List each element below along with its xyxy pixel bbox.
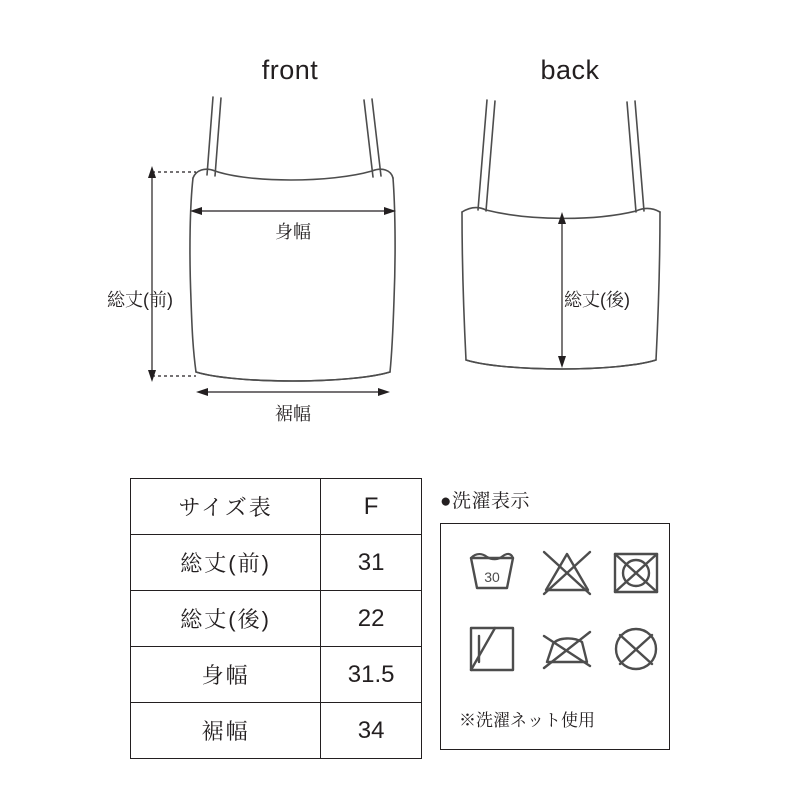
washing-symbols-panel <box>440 523 670 750</box>
table-header-name: サイズ表 <box>131 479 321 535</box>
row-name-3: 裾幅 <box>131 703 321 759</box>
row-value-3: 34 <box>321 703 422 759</box>
svg-text:30: 30 <box>484 569 500 585</box>
label-front-length: 総丈(前) <box>107 290 173 310</box>
table-row <box>131 591 422 647</box>
table-header-row <box>131 479 422 535</box>
no-iron-icon <box>544 632 590 668</box>
wash-30-icon <box>471 554 513 588</box>
row-name-1: 総丈(後) <box>131 591 321 647</box>
row-value-0: 31 <box>321 535 422 591</box>
washing-heading: ●洗濯表示 <box>440 491 530 512</box>
no-bleach-icon <box>544 552 590 594</box>
table-row <box>131 703 422 759</box>
back-garment-illustration <box>462 100 660 369</box>
drip-dry-in-shade-icon <box>471 628 513 670</box>
label-back-length: 総丈(後) <box>564 290 630 310</box>
size-table <box>130 478 422 759</box>
label-bust-width: 身幅 <box>275 222 311 242</box>
row-value-2: 31.5 <box>321 647 422 703</box>
label-hem-width: 裾幅 <box>275 404 311 424</box>
front-view-title: front <box>261 55 319 85</box>
table-header-size: F <box>321 479 422 535</box>
no-tumble-dry-icon <box>615 554 657 592</box>
back-view-title: back <box>540 55 600 85</box>
row-value-1: 22 <box>321 591 422 647</box>
washing-note: ※洗濯ネット使用 <box>459 711 595 730</box>
row-name-0: 総丈(前) <box>131 535 321 591</box>
table-row <box>131 647 422 703</box>
no-dry-clean-icon <box>616 629 656 669</box>
table-row <box>131 535 422 591</box>
row-name-2: 身幅 <box>131 647 321 703</box>
